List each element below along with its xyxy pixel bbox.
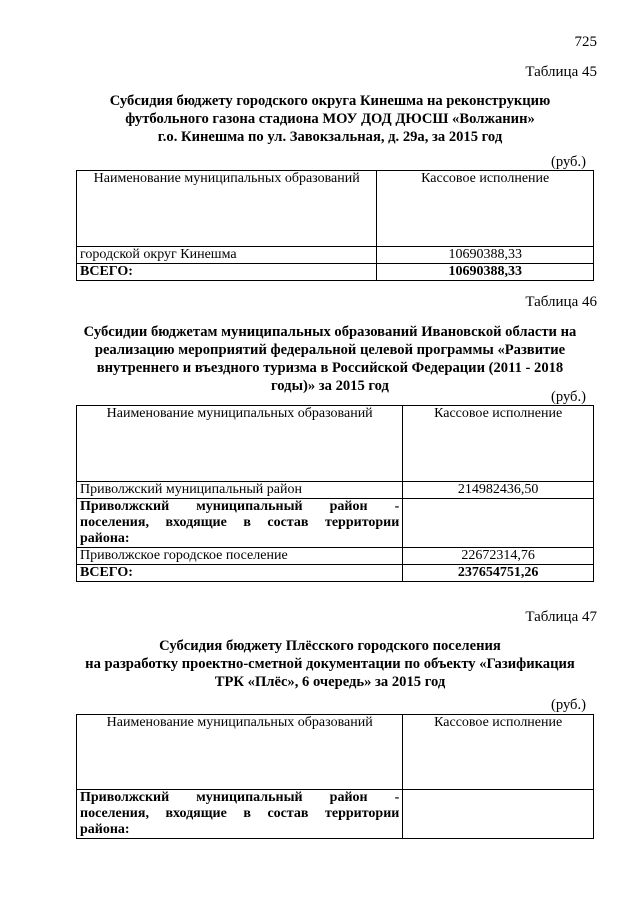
header-cell-name: Наименование муниципальных образований — [77, 406, 403, 482]
row-name-line: района: — [80, 531, 130, 546]
table-45-label: Таблица 45 — [525, 64, 597, 80]
title-line: на разработку проектно-сметной документации по объекту «Газификация — [85, 656, 575, 672]
row-name — [77, 790, 403, 839]
row-name-line: поселения, входящие в состав территории — [80, 806, 400, 821]
table-row-total — [77, 264, 594, 281]
row-value: 10690388,33 — [377, 247, 594, 264]
table-45-title — [60, 92, 600, 146]
header-cell-value: Кассовое исполнение — [377, 171, 594, 247]
table-46-label: Таблица 46 — [525, 294, 597, 310]
header-cell-name: Наименование муниципальных образований — [77, 171, 377, 247]
table-47-title — [60, 637, 600, 691]
row-name-line: Приволжский муниципальный район - — [80, 499, 400, 514]
row-name — [77, 499, 403, 548]
title-line: Субсидии бюджетам муниципальных образований Ивановской области на — [83, 324, 577, 340]
table-header-row — [77, 406, 594, 482]
table-46-unit: (руб.) — [550, 389, 586, 405]
row-name-line: Приволжский муниципальный район - — [80, 790, 400, 805]
title-line: Субсидия бюджету городского округа Кинешма на реконструкцию — [109, 93, 551, 109]
table-header-row — [77, 715, 594, 790]
table-47 — [76, 714, 594, 839]
title-line: г.о. Кинешма по ул. Завокзальная, д. 29а, за 2015 год — [157, 129, 503, 145]
table-45 — [76, 170, 594, 281]
row-name: ВСЕГО: — [77, 264, 377, 281]
table-row — [77, 548, 594, 565]
title-line: Субсидия бюджету Плёсского городского поселения — [159, 638, 501, 654]
title-line: ТРК «Плёс», 6 очередь» за 2015 год — [214, 674, 446, 690]
row-value — [403, 499, 594, 548]
table-47-label: Таблица 47 — [525, 609, 597, 625]
table-row — [77, 247, 594, 264]
title-line: футбольного газона стадиона МОУ ДОД ДЮСШ «Волжанин» — [125, 111, 535, 127]
table-47-unit: (руб.) — [550, 697, 586, 713]
title-line: годы)» за 2015 год — [271, 378, 389, 394]
header-cell-value: Кассовое исполнение — [403, 406, 594, 482]
row-value: 22672314,76 — [403, 548, 594, 565]
title-line: реализацию мероприятий федеральной целевой программы «Развитие — [94, 342, 566, 358]
row-name-line: района: — [80, 822, 130, 837]
table-row-total — [77, 565, 594, 582]
row-name: Приволжское городское поселение — [77, 548, 403, 565]
header-cell-value: Кассовое исполнение — [403, 715, 594, 790]
row-value: 214982436,50 — [403, 482, 594, 499]
row-name: Приволжский муниципальный район — [77, 482, 403, 499]
table-46-title — [60, 323, 600, 395]
table-row — [77, 499, 594, 548]
table-row — [77, 482, 594, 499]
table-46 — [76, 405, 594, 582]
row-value: 237654751,26 — [403, 565, 594, 582]
table-header-row — [77, 171, 594, 247]
header-cell-name: Наименование муниципальных образований — [77, 715, 403, 790]
row-value: 10690388,33 — [377, 264, 594, 281]
page-number: 725 — [574, 34, 597, 50]
row-value — [403, 790, 594, 839]
title-line: внутреннего и въездного туризма в Российской Федерации (2011 - 2018 — [96, 360, 564, 376]
row-name: ВСЕГО: — [77, 565, 403, 582]
table-45-unit: (руб.) — [550, 154, 586, 170]
row-name-line: поселения, входящие в состав территории — [80, 515, 400, 530]
row-name: городской округ Кинешма — [77, 247, 377, 264]
table-row — [77, 790, 594, 839]
